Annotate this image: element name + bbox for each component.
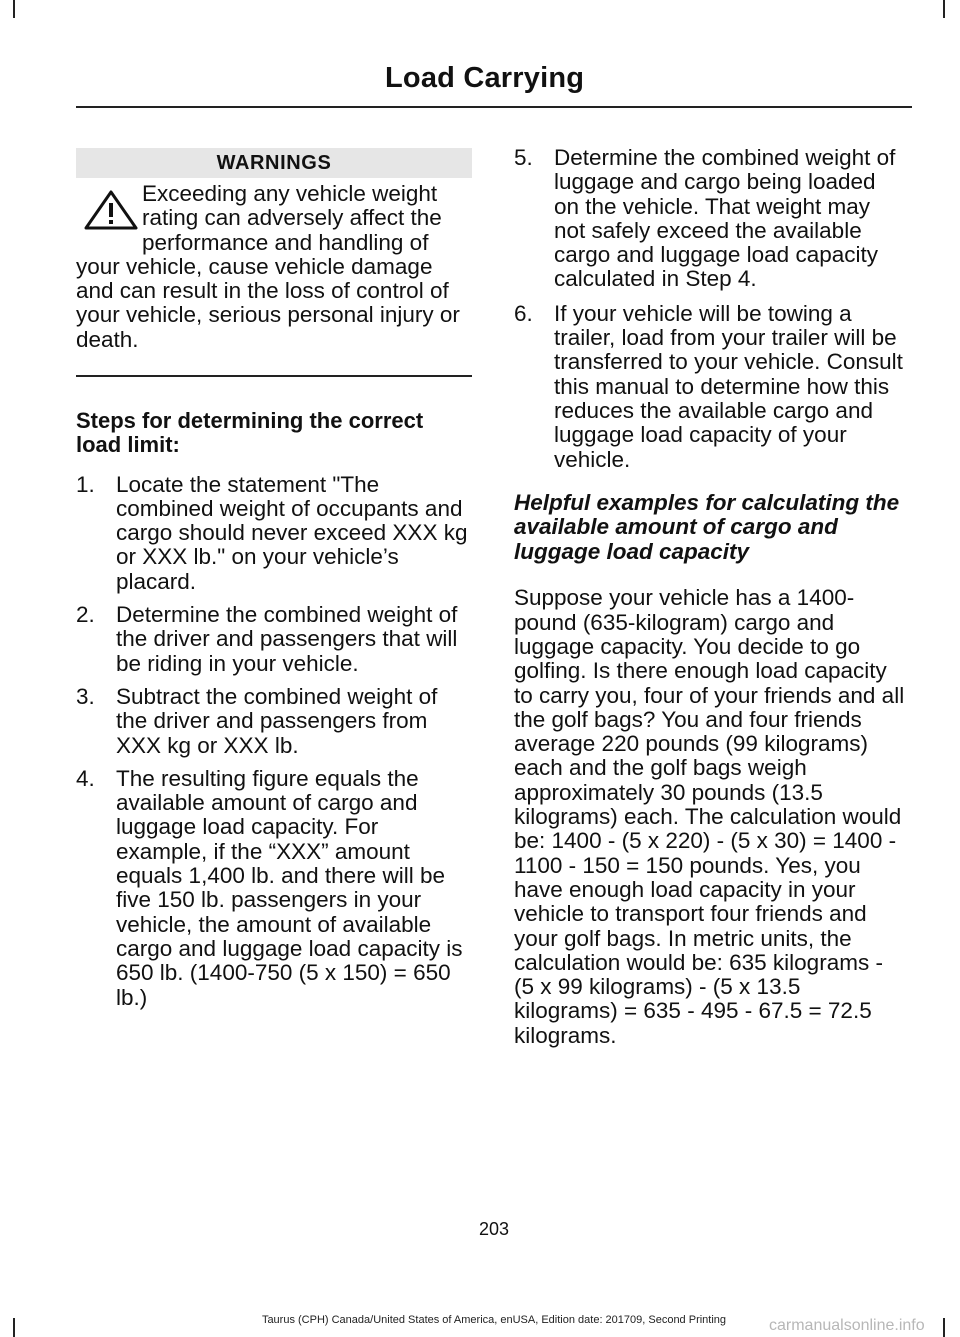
step-text: Determine the combined weight of the driver and passengers that will be riding in your vehicle. xyxy=(116,602,458,676)
list-item xyxy=(76,685,472,758)
step-number: 5. xyxy=(514,145,533,170)
steps-list-right xyxy=(514,146,906,472)
example-paragraph: Suppose your vehicle has a 1400-pound (635-kilogram) cargo and luggage capacity. You decide to go golfing. Is there enough load capacity to carry you, four of your friends and all the golf bags? You and four friends average 220 pounds (99 kilograms) each and the golf bags weigh approximately 30 pounds (13.5 kilograms) each. The calculation would be: 1400 - (5 x 220) - (5 x 30) = 1400 - 1100 - 150 = 150 pounds. Yes, you have enough load capacity in your vehicle to transport four friends and your golf bags. In metric units, the calculation would be: 635 kilograms - (5 x 99 kilograms) - (5 x 13.5 kilograms) = 635 - 495 - 67.5 = 72.5 kilograms. xyxy=(514,585,905,1048)
step-text: If your vehicle will be towing a trailer, load from your trailer will be transferred to your vehicle. Consult this manual to determine how this reduces the available cargo and luggage load capacity of your vehicle. xyxy=(554,300,903,472)
left-column xyxy=(76,148,472,1010)
list-item xyxy=(76,473,472,594)
warning-divider xyxy=(76,375,472,377)
example-heading: Helpful examples for calculating the available amount of cargo and luggage load capacity xyxy=(514,489,900,564)
steps-heading: Steps for determining the correct load limit: xyxy=(76,407,424,457)
header-divider xyxy=(76,106,912,108)
footer-text: Taurus (CPH) Canada/United States of America, enUSA, Edition date: 201709, Second Printing xyxy=(261,1314,727,1326)
list-item xyxy=(76,767,472,1010)
list-item xyxy=(514,146,906,292)
step-text: Determine the combined weight of luggage and cargo being loaded on the vehicle. That weight may not safely exceed the available cargo and luggage load capacity calculated in Step 4. xyxy=(554,145,896,292)
list-item xyxy=(76,603,472,676)
list-item xyxy=(514,302,906,472)
warning-body xyxy=(76,182,472,352)
watermark: carmanualsonline.info xyxy=(769,1317,925,1334)
warning-triangle-icon xyxy=(82,189,140,231)
step-number: 4. xyxy=(76,765,95,791)
step-number: 2. xyxy=(76,602,95,628)
crop-mark-top-left xyxy=(13,0,15,18)
step-number: 6. xyxy=(514,300,533,326)
step-text: Locate the statement "The combined weight of occupants and cargo should never exceed XXX kg or XXX lb." on your vehicle’s placard. xyxy=(116,471,468,594)
warning-text: Exceeding any vehicle weight rating can adversely affect the performance and handling of your vehicle, cause vehicle damage and can result in the loss of control of your vehicle, serious personal injury or death. xyxy=(76,181,460,352)
warning-heading: WARNINGS xyxy=(76,148,472,178)
warning-box xyxy=(76,148,472,377)
page-title: Load Carrying xyxy=(385,62,585,94)
step-number: 3. xyxy=(76,683,95,709)
right-column xyxy=(514,146,906,1048)
page-number: 203 xyxy=(478,1219,510,1239)
steps-list-left xyxy=(76,473,472,1010)
step-text: The resulting figure equals the available amount of cargo and luggage load capacity. For example, if the “XXX” amount equals 1,400 lb. and there will be five 150 lb. passengers in your vehicle, the amount of available cargo and luggage load capacity is 650 lb. (1400-750 (5 x 150) = 650 lb.) xyxy=(116,765,463,1010)
crop-mark-top-right xyxy=(943,0,945,18)
step-text: Subtract the combined weight of the driver and passengers from XXX kg or XXX lb. xyxy=(116,683,438,758)
step-number: 1. xyxy=(76,471,95,497)
